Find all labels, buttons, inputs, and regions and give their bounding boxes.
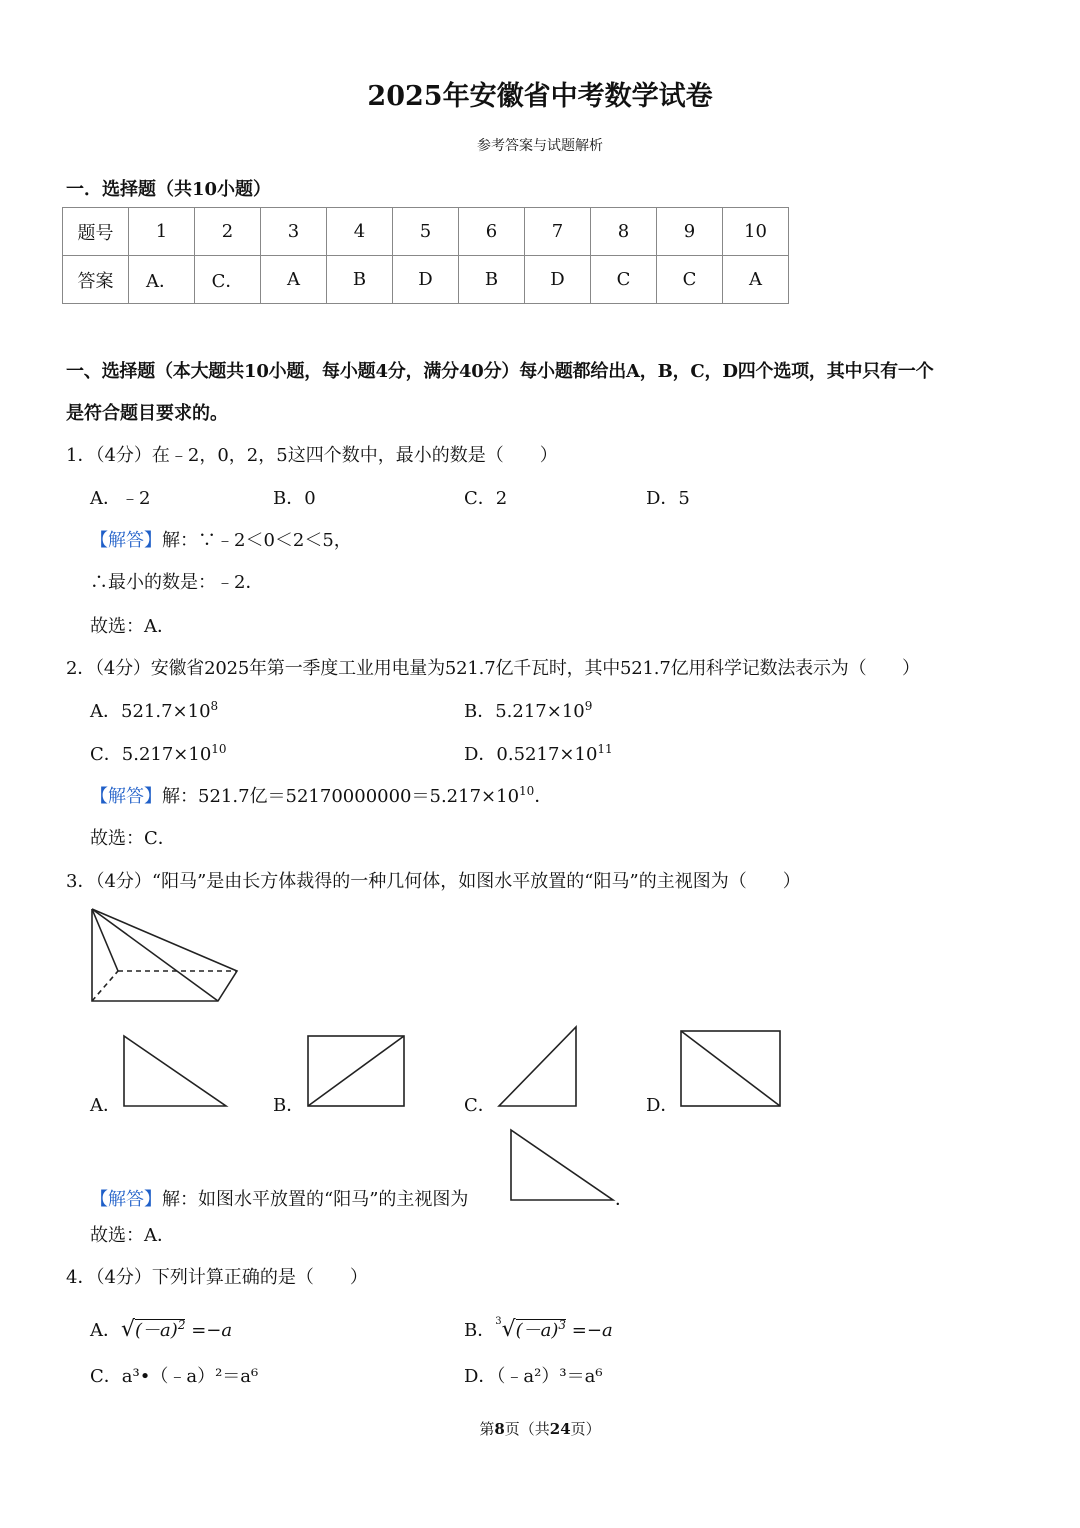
table-cell: 4 <box>327 208 393 256</box>
answer-table <box>62 207 789 304</box>
radicand <box>516 1319 566 1341</box>
q4-option-a <box>90 1316 232 1342</box>
option-text: D．0.5217×10 <box>464 744 598 765</box>
q2-choose: 故选：C． <box>90 828 176 849</box>
table-cell: C <box>657 256 723 304</box>
table-row-answers <box>63 256 789 304</box>
table-cell: 10 <box>723 208 789 256</box>
table-cell: D <box>525 256 591 304</box>
q2-option-c <box>90 740 227 766</box>
yangma-solid-figure <box>88 905 243 1005</box>
q1-option-d: D．5 <box>646 488 690 509</box>
q3-option-c-label: C． <box>464 1095 496 1116</box>
q3-option-a-label: A． <box>90 1095 121 1116</box>
table-cell: D <box>393 256 459 304</box>
q1-option-b: B．0 <box>273 488 316 509</box>
q3-solution-triangle <box>509 1128 615 1202</box>
q4-option-c: C．a³•（﹣a）²＝a⁶ <box>90 1366 259 1387</box>
table-cell: C． <box>195 256 261 304</box>
table-cell: B <box>327 256 393 304</box>
table-cell: 3 <box>261 208 327 256</box>
solution-tag: 【解答】 <box>90 786 162 807</box>
q3-option-d-rectangle <box>679 1029 782 1108</box>
q3-solution <box>90 1185 468 1211</box>
q3-option-a-triangle <box>122 1034 228 1108</box>
question-2-stem: 2．（4分）安徽省2025年第一季度工业用电量为521.7亿千瓦时，其中521.7亿用科学记数法表示为（ ） <box>66 658 920 679</box>
q2-option-a <box>90 697 218 723</box>
option-text: C．5.217×10 <box>90 744 212 765</box>
exponent: 2 <box>177 1318 186 1332</box>
page-footer <box>0 1418 1080 1439</box>
table-cell: A <box>723 256 789 304</box>
q1-option-a: A．﹣2 <box>90 488 151 509</box>
exponent: 10 <box>519 784 535 798</box>
exponent: 8 <box>210 699 219 713</box>
option-text: B．5.217×10 <box>464 701 585 722</box>
section-intro: 一、选择题（本大题共10小题，每小题4分，满分40分）每小题都给出A，B，C，D四个选项，其中只有一个 <box>66 361 934 382</box>
q3-solution-end: ． <box>615 1189 633 1210</box>
exponent: 9 <box>584 699 593 713</box>
table-cell: 9 <box>657 208 723 256</box>
radicand <box>135 1319 185 1341</box>
option-label: A． <box>90 1320 121 1341</box>
solution-tag: 【解答】 <box>90 1189 162 1210</box>
q1-option-c: C．2 <box>464 488 508 509</box>
q1-choose: 故选：A． <box>90 616 175 637</box>
root-index: 3 <box>495 1316 502 1327</box>
footer-text: 页（共 <box>504 1420 550 1438</box>
solution-text: 解：∵﹣2＜0＜2＜5， <box>162 530 352 551</box>
rhs: =−a <box>571 1320 613 1341</box>
page-title: 2025年安徽省中考数学试卷 <box>367 81 713 112</box>
table-cell: B <box>459 256 525 304</box>
page-total: 24 <box>549 1420 571 1438</box>
table-cell: 1 <box>129 208 195 256</box>
footer-text: 第 <box>479 1420 495 1438</box>
table-cell: C <box>591 256 657 304</box>
solution-text: 解：如图水平放置的“阳马”的主视图为 <box>162 1189 469 1210</box>
expr: (－a) <box>515 1320 559 1341</box>
q1-solution <box>90 526 352 552</box>
solution-text: 解：521.7亿＝52170000000＝5.217×10 <box>162 786 520 807</box>
table-cell: 8 <box>591 208 657 256</box>
table-row-label: 题号 <box>63 208 129 256</box>
sqrt-icon: √ <box>121 1317 136 1342</box>
exponent: 10 <box>211 742 227 756</box>
q3-option-c-triangle <box>497 1025 579 1108</box>
rhs: =−a <box>191 1320 233 1341</box>
section-intro-cont: 是符合题目要求的。 <box>66 403 228 424</box>
solution-tag: 【解答】 <box>90 530 162 551</box>
question-1-stem: 1．（4分）在﹣2，0，2，5这四个数中，最小的数是（ ） <box>66 445 558 466</box>
page-subtitle: 参考答案与试题解析 <box>477 138 603 154</box>
cube-root-icon: √ <box>501 1317 516 1342</box>
table-row-numbers <box>63 208 789 256</box>
option-text: A．521.7×10 <box>90 701 211 722</box>
q3-choose: 故选：A． <box>90 1225 175 1246</box>
q4-option-b <box>464 1316 613 1342</box>
table-cell: 2 <box>195 208 261 256</box>
question-4-stem: 4．（4分）下列计算正确的是（ ） <box>66 1267 368 1288</box>
footer-text: 页） <box>570 1420 601 1438</box>
q4-option-d: D．（﹣a²）³＝a⁶ <box>464 1366 603 1387</box>
option-label: B． <box>464 1320 496 1341</box>
table-cell: 6 <box>459 208 525 256</box>
section-heading: 一．选择题（共10小题） <box>66 179 272 200</box>
exponent: 11 <box>597 742 613 756</box>
table-cell: A． <box>129 256 195 304</box>
q3-option-d-label: D． <box>646 1095 679 1116</box>
page-number: 8 <box>494 1420 505 1438</box>
expr: (－a) <box>135 1320 178 1341</box>
exponent: 3 <box>558 1318 567 1332</box>
question-3-stem: 3．（4分）“阳马”是由长方体裁得的一种几何体，如图水平放置的“阳马”的主视图为（ ） <box>66 871 801 892</box>
solution-end: ． <box>534 786 553 807</box>
table-row-label: 答案 <box>63 256 129 304</box>
q3-option-b-label: B． <box>273 1095 305 1116</box>
q1-solution-line2: ∴最小的数是：﹣2． <box>90 572 264 593</box>
table-cell: A <box>261 256 327 304</box>
table-cell: 5 <box>393 208 459 256</box>
table-cell: 7 <box>525 208 591 256</box>
q3-option-b-rectangle <box>306 1034 406 1108</box>
q2-option-b <box>464 697 592 723</box>
q2-solution <box>90 782 552 808</box>
q2-option-d <box>464 740 613 766</box>
